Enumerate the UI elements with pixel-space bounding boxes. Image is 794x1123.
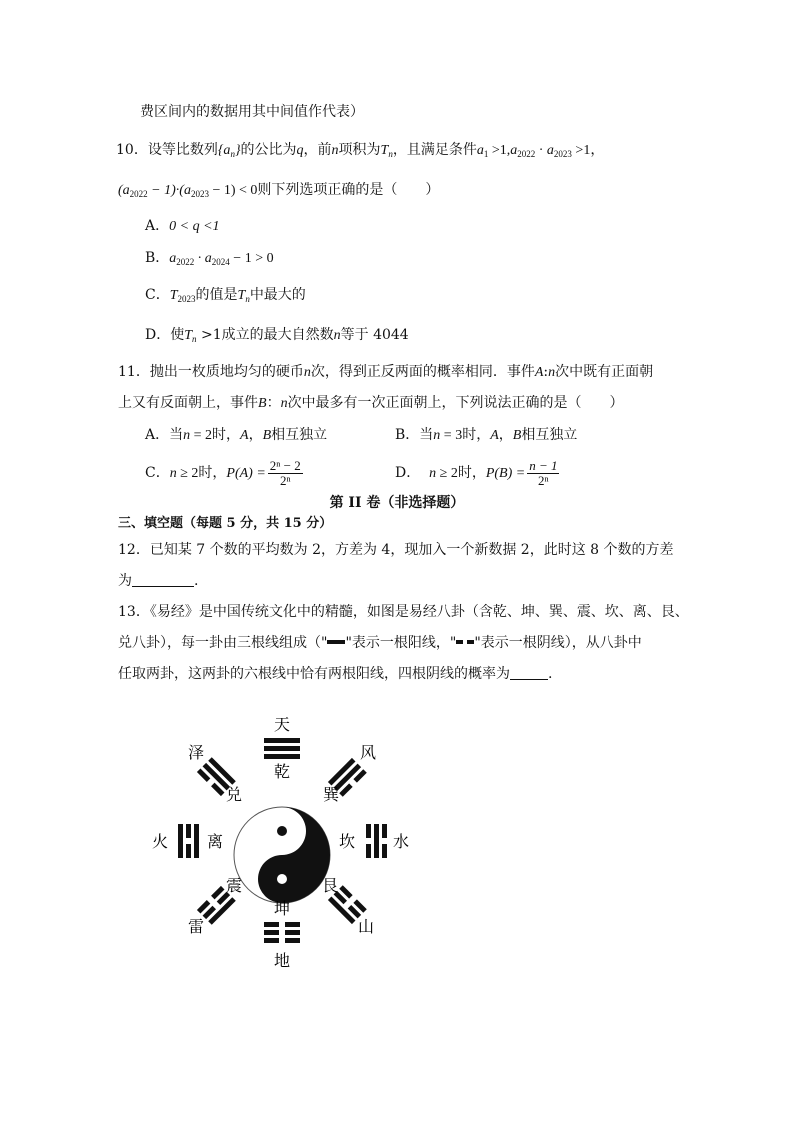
q10-stem-b: 的公比为	[240, 142, 297, 158]
q13-line3	[118, 664, 552, 684]
q10-line2-a-sub: 2022	[129, 189, 148, 199]
q11-option-c-P: P(A) =	[226, 466, 266, 481]
q10-option-c-mid: 的值是	[195, 287, 238, 303]
q11-option-d-num: n − 1	[529, 457, 558, 473]
q10-cond2-rest: >1，	[571, 143, 605, 158]
label-ze: 泽	[187, 743, 205, 762]
q10-cond2-dot: ·	[535, 143, 547, 158]
q11-A: A	[534, 365, 544, 380]
section-title: 第 II 卷（非选择题）	[329, 495, 465, 511]
q10-T: T	[380, 143, 389, 158]
label-shan: 山	[357, 917, 375, 936]
label-dui: 兑	[225, 785, 243, 804]
q9-tail: 费区间内的数据用其中间值作代表）	[140, 104, 364, 120]
q10-option-d	[145, 325, 409, 346]
q11-line1-a: 11．抛出一枚质地均匀的硬币	[118, 364, 304, 380]
label-kan: 坎	[338, 832, 356, 851]
q10-stem-d: 项积为	[338, 142, 381, 158]
trigram-kan-icon	[366, 824, 387, 858]
label-tian: 天	[273, 715, 291, 734]
q10-option-d-label: D．	[145, 327, 171, 343]
q11-option-b-a: B．当	[395, 427, 434, 443]
q11-option-c-n: n	[169, 466, 177, 481]
q11-option-b	[395, 425, 577, 446]
q10-cond1: a	[476, 143, 484, 158]
q10-option-d-a: 使	[170, 327, 185, 343]
trigram-qian-icon	[264, 738, 300, 759]
q13-line2-a: 兑八卦），每一卦由三根线组成（"	[118, 635, 328, 651]
q10-line2-a: (a	[118, 183, 130, 198]
q10-option-d-b: >1成立的最大自然数	[196, 327, 334, 343]
q10-cond2a: a	[510, 143, 518, 158]
yin-line-icon	[456, 640, 474, 644]
q10-option-b-a-sub: 2022	[176, 257, 195, 267]
q11-line2-c: 次中最多有一次正面朝上，下列说法正确的是（ ）	[287, 395, 624, 411]
q11-option-a-b: 时，	[212, 427, 241, 443]
q11-option-b-n: n	[433, 428, 441, 443]
q10-number: 10．	[116, 142, 148, 158]
q11-option-d	[395, 458, 561, 489]
q10-option-c-label: C．	[145, 287, 170, 303]
label-li: 离	[206, 832, 224, 851]
q11-option-c-b: ≥ 2	[176, 466, 199, 481]
q11-line2-a: 上又有反面朝上，事件	[118, 395, 258, 411]
q12-line2-text: 为	[118, 573, 132, 589]
q11-option-a	[145, 425, 327, 446]
q10-option-b-label: B．	[145, 250, 170, 266]
q11-option-d-den: 2ⁿ	[538, 472, 549, 488]
q10-stem-line1	[116, 140, 604, 161]
q10-cond2b: a	[546, 143, 554, 158]
q11-option-c-c: 时，	[198, 465, 227, 481]
q10-line2-b: − 1)·(a	[147, 183, 191, 198]
label-feng: 风	[359, 743, 377, 762]
q10-seq	[218, 143, 241, 158]
q12-answer-blank[interactable]	[132, 572, 194, 587]
label-xun: 巽	[322, 785, 340, 804]
q12-line2-end: .	[194, 573, 199, 589]
q10-option-c-T2-sub: n	[245, 294, 250, 304]
q11-line2-b: ：	[266, 395, 281, 411]
section3-heading: 三、填空题（每题 5 分，共 15 分）	[118, 516, 333, 531]
q10-stem-line2	[118, 180, 439, 201]
q11-option-d-c: 时，	[457, 465, 486, 481]
q11-stem-line2	[118, 393, 624, 414]
q11-option-c-num: 2ⁿ − 2	[269, 457, 301, 473]
q11-option-b-d: 相互独立	[521, 427, 578, 443]
q10-line2-tail: 则下列选项正确的是（ ）	[257, 182, 440, 198]
q13-line2-c: "表示一根阴线），从八卦中	[474, 635, 642, 651]
q10-stem-c: ，前	[303, 142, 332, 158]
q11-n: n	[303, 365, 311, 380]
trigram-li-icon	[178, 824, 199, 858]
q13-answer-blank[interactable]	[510, 665, 548, 680]
q13-line3-text: 任取两卦，这两卦的六根线中恰有两根阳线，四根阴线的概率为	[118, 666, 510, 682]
q10-line2-b-sub: 2023	[190, 189, 209, 199]
q12-line2	[118, 571, 198, 591]
q10-cond1-sub: 1	[483, 149, 489, 159]
q10-seq-close: }	[234, 143, 241, 158]
q10-option-a-text: 0 < q <1	[169, 219, 220, 234]
q11-stem-line1	[118, 362, 653, 383]
q10-option-b-rest: − 1 > 0	[229, 251, 274, 266]
q13-line3-end: .	[548, 666, 553, 682]
q10-option-a	[145, 216, 220, 237]
q10-cond2b-sub: 2023	[553, 149, 572, 159]
q11-line1-c: :	[543, 364, 549, 380]
q11-option-d-P: P(B) =	[485, 466, 526, 481]
q11-option-d-b: ≥ 2	[436, 466, 458, 481]
q11-option-b-eq: = 3	[440, 428, 463, 443]
q10-option-c	[145, 285, 306, 306]
q11-option-b-B: B	[512, 428, 522, 443]
q11-option-c	[145, 458, 305, 489]
label-gen: 艮	[321, 876, 339, 895]
q11-option-d-a: D．	[395, 465, 421, 481]
q10-option-b-a: a	[169, 251, 177, 266]
q11-option-a-c: ，	[248, 427, 263, 443]
q13-line1: 13．《易经》是中国传统文化中的精髓，如图是易经八卦（含乾、坤、巽、震、坎、离、艮、	[118, 604, 689, 620]
label-zhen: 震	[225, 876, 243, 895]
q10-option-d-T-sub: n	[192, 334, 197, 344]
q11-option-a-A: A	[240, 428, 249, 443]
q11-line1-b: 次，得到正反两面的概率相同．事件	[310, 364, 535, 380]
q11-option-a-eq: = 2	[190, 428, 213, 443]
q11-option-b-c: ，	[498, 427, 513, 443]
q9-tail-text	[140, 102, 364, 122]
q10-option-b	[145, 248, 274, 269]
q10-option-b-b-sub: 2024	[211, 257, 230, 267]
q10-seq-sub: n	[230, 149, 235, 159]
q11-line1-d: 次中既有正面朝	[555, 364, 654, 380]
q11-option-c-den: 2ⁿ	[279, 472, 291, 488]
taiji-symbol	[234, 807, 330, 903]
label-kun: 坤	[273, 899, 291, 918]
q10-stem-e: ，且满足条件	[392, 142, 477, 158]
q11-n-3: n	[280, 396, 288, 411]
label-huo: 火	[151, 832, 169, 851]
q10-option-d-c: 等于 4044	[340, 327, 409, 343]
q11-option-a-B: B	[262, 428, 272, 443]
q10-q: q	[296, 143, 304, 158]
yang-line-icon	[327, 640, 345, 644]
label-qian: 乾	[273, 762, 291, 781]
q10-stem-a: 设等比数列	[147, 142, 218, 158]
label-lei: 雷	[187, 917, 205, 936]
q11-option-c-a: C．	[145, 465, 170, 481]
q10-option-d-n: n	[333, 328, 341, 343]
q11-option-b-b: 时，	[462, 427, 491, 443]
q11-B: B	[258, 396, 267, 411]
q10-option-c-T-sub: 2023	[177, 294, 196, 304]
q10-cond1-rest: >1,	[488, 143, 511, 158]
label-shui: 水	[392, 832, 410, 851]
trigram-kun-icon	[264, 922, 300, 943]
q11-n-2: n	[548, 365, 556, 380]
q11-option-a-a: A．当	[145, 427, 184, 443]
q13-line2	[118, 633, 642, 653]
q10-option-b-dot: · a	[194, 251, 212, 266]
q11-option-d-n: n	[429, 466, 437, 481]
q10-seq-text: {a	[217, 143, 231, 158]
q10-option-d-T: T	[184, 328, 193, 343]
q10-n: n	[331, 143, 339, 158]
q10-T-sub: n	[388, 149, 393, 159]
q11-option-c-fraction	[268, 459, 303, 488]
q11-option-a-d: 相互独立	[271, 427, 328, 443]
q11-option-a-n: n	[183, 428, 191, 443]
q11-option-d-fraction	[527, 459, 559, 488]
q12-line1: 12．已知某 7 个数的平均数为 2，方差为 4，现加入一个新数据 2，此时这 8 个数的方差	[118, 542, 674, 558]
label-di: 地	[273, 951, 291, 970]
q10-line2-c: − 1) < 0	[208, 183, 258, 198]
bagua-diagram	[140, 700, 430, 980]
q10-option-c-tail: 中最大的	[249, 287, 306, 303]
q10-cond2a-sub: 2022	[517, 149, 536, 159]
q10-option-a-label: A．	[145, 218, 170, 234]
q10-option-c-T: T	[169, 288, 178, 303]
q11-option-b-A: A	[490, 428, 499, 443]
q10-option-c-T2: T	[237, 288, 246, 303]
q13-line2-b: "表示一根阳线，"	[345, 635, 457, 651]
